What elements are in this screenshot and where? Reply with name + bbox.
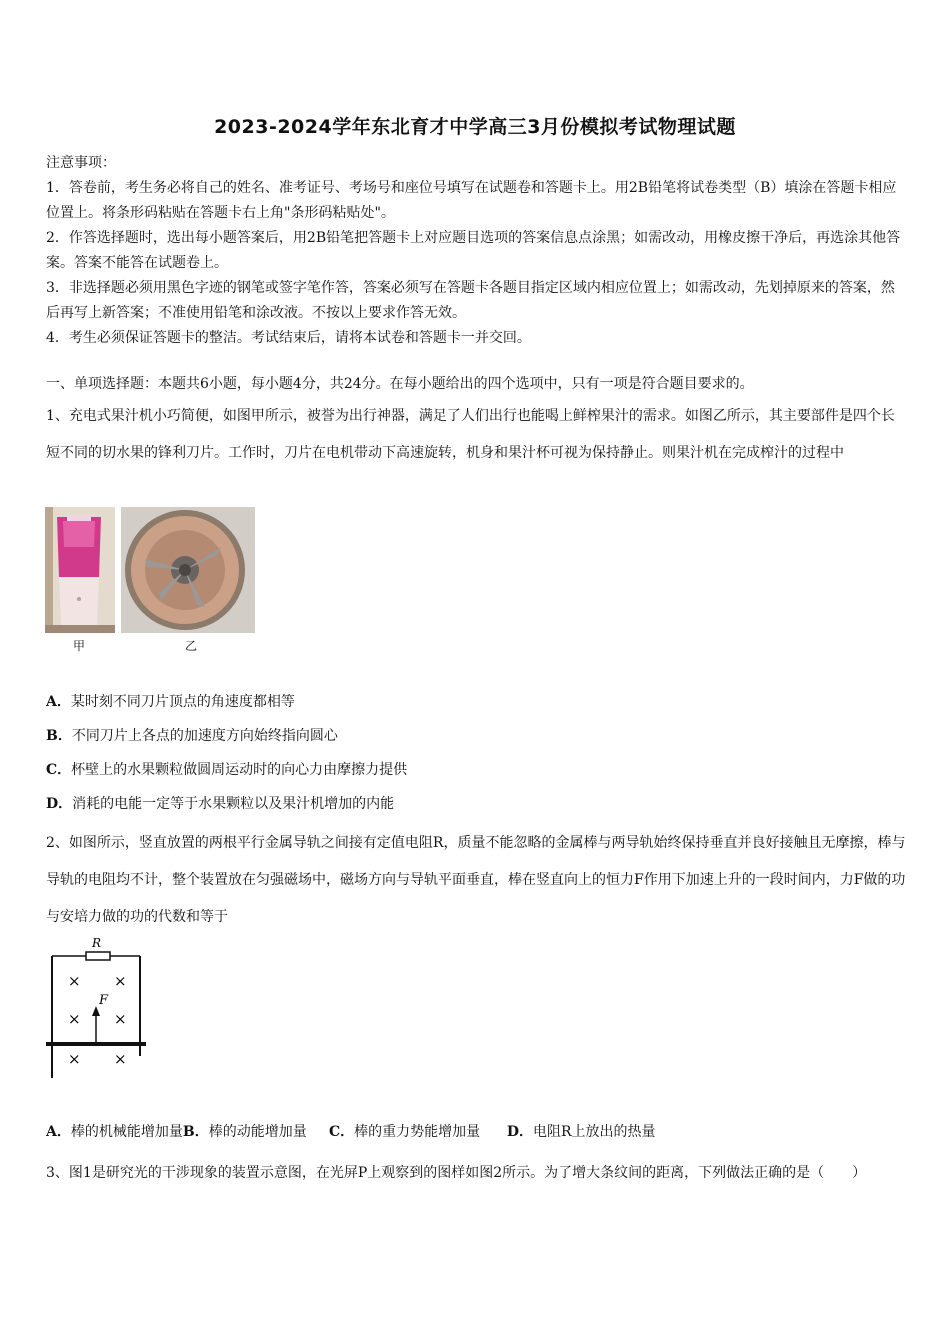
option-b[interactable]	[46, 722, 407, 756]
option-text: 不同刀片上各点的加速度方向始终指向圆心	[71, 728, 338, 744]
figure-label-jia: 甲	[73, 639, 86, 653]
notes-item: 2．作答选择题时，选出每小题答案后，用2B铅笔把答题卡上对应题目选项的答案信息点涂黑；如需改动，用橡皮擦干净后，再选涂其他答案。答案不能答在试题卷上。	[46, 230, 901, 271]
option-text: 棒的机械能增加量	[70, 1124, 183, 1140]
resistor-label: R	[92, 936, 102, 950]
option-text: 棒的重力势能增加量	[354, 1124, 481, 1140]
option-a[interactable]	[46, 1124, 183, 1140]
page-title: 2023-2024学年东北育才中学高三3月份模拟考试物理试题	[214, 116, 736, 138]
field-cross: ×	[68, 972, 81, 990]
blade-photo-image	[121, 507, 255, 633]
section-heading: 一、单项选择题：本题共6小题，每小题4分，共24分。在每小题给出的四个选项中，只有一项是符合题目要求的。	[46, 376, 754, 392]
option-label: B．	[182, 1124, 209, 1140]
blade-photo-drawing	[121, 507, 255, 633]
circuit-drawing	[42, 932, 152, 1082]
option-d[interactable]	[507, 1124, 656, 1140]
rail-circuit-diagram	[42, 932, 152, 1082]
question-3-text: 3、图1是研究光的干涉现象的装置示意图，在光屏P上观察到的图样如图2所示。为了增大条纹间的距离，下列做法正确的是（ ）	[46, 1165, 867, 1181]
option-label: B．	[46, 728, 72, 744]
option-label: D．	[46, 796, 73, 812]
figure-label-yi: 乙	[185, 639, 198, 653]
option-label: A．	[46, 1124, 71, 1140]
field-cross: ×	[114, 972, 127, 990]
question-2-options	[46, 1120, 656, 1144]
notes-heading: 注意事项：	[46, 155, 116, 171]
option-text: 电阻R上放出的热量	[532, 1124, 656, 1140]
notes-item: 1．答卷前，考生务必将自己的姓名、准考证号、考场号和座位号填写在试题卷和答题卡上。用2B铅笔将试卷类型（B）填涂在答题卡相应位置上。将条形码粘贴在答题卡右上角"条形码粘贴处"。	[46, 180, 897, 221]
option-text: 某时刻不同刀片顶点的角速度都相等	[70, 694, 295, 710]
force-label: F	[99, 993, 109, 1008]
option-c[interactable]	[329, 1124, 480, 1140]
juicer-photo-image	[45, 507, 115, 633]
notes-item: 3．非选择题必须用黑色字迹的钢笔或签字笔作答，答案必须写在答题卡各题目指定区域内相应位置上；如需改动，先划掉原来的答案，然后再写上新答案；不准使用铅笔和涂改液。不按以上要求作答无效。	[46, 280, 895, 321]
option-a[interactable]	[46, 688, 407, 722]
field-cross: ×	[68, 1010, 81, 1028]
option-text: 杯壁上的水果颗粒做圆周运动时的向心力由摩擦力提供	[71, 762, 408, 778]
question-1-options	[46, 688, 407, 824]
notes-item: 4．考生必须保证答题卡的整洁。考试结束后，请将本试卷和答题卡一并交回。	[46, 330, 531, 346]
field-cross: ×	[114, 1050, 127, 1068]
option-text: 消耗的电能一定等于水果颗粒以及果汁机增加的内能	[72, 796, 395, 812]
question-2-text: 2、如图所示，竖直放置的两根平行金属导轨之间接有定值电阻R，质量不能忽略的金属棒与两导轨始终保持垂直并良好接触且无摩擦，棒与导轨的电阻均不计，整个装置放在匀强磁场中，磁场方向与导轨平面垂直，棒在竖直向上的恒力F作用下加速上升的一段时间内，力F做的功与安培力做的功的代数和等于	[46, 835, 906, 925]
notes-block	[46, 151, 908, 351]
option-label: C．	[328, 1124, 355, 1140]
field-cross: ×	[68, 1050, 81, 1068]
option-label: A．	[46, 694, 71, 710]
field-cross: ×	[114, 1010, 127, 1028]
option-c[interactable]	[46, 756, 407, 790]
juicer-photo-drawing	[45, 507, 115, 633]
option-b[interactable]	[183, 1124, 307, 1140]
option-label: D．	[506, 1124, 533, 1140]
option-d[interactable]	[46, 790, 407, 824]
option-label: C．	[46, 762, 72, 778]
question-1-text: 1、充电式果汁机小巧简便，如图甲所示，被誉为出行神器，满足了人们出行也能喝上鲜榨果汁的需求。如图乙所示，其主要部件是四个长短不同的切水果的锋利刀片。工作时，刀片在电机带动下高速旋转，机身和果汁杯可视为保持静止。则果汁机在完成榨汁的过程中	[46, 408, 895, 461]
option-text: 棒的动能增加量	[208, 1124, 307, 1140]
